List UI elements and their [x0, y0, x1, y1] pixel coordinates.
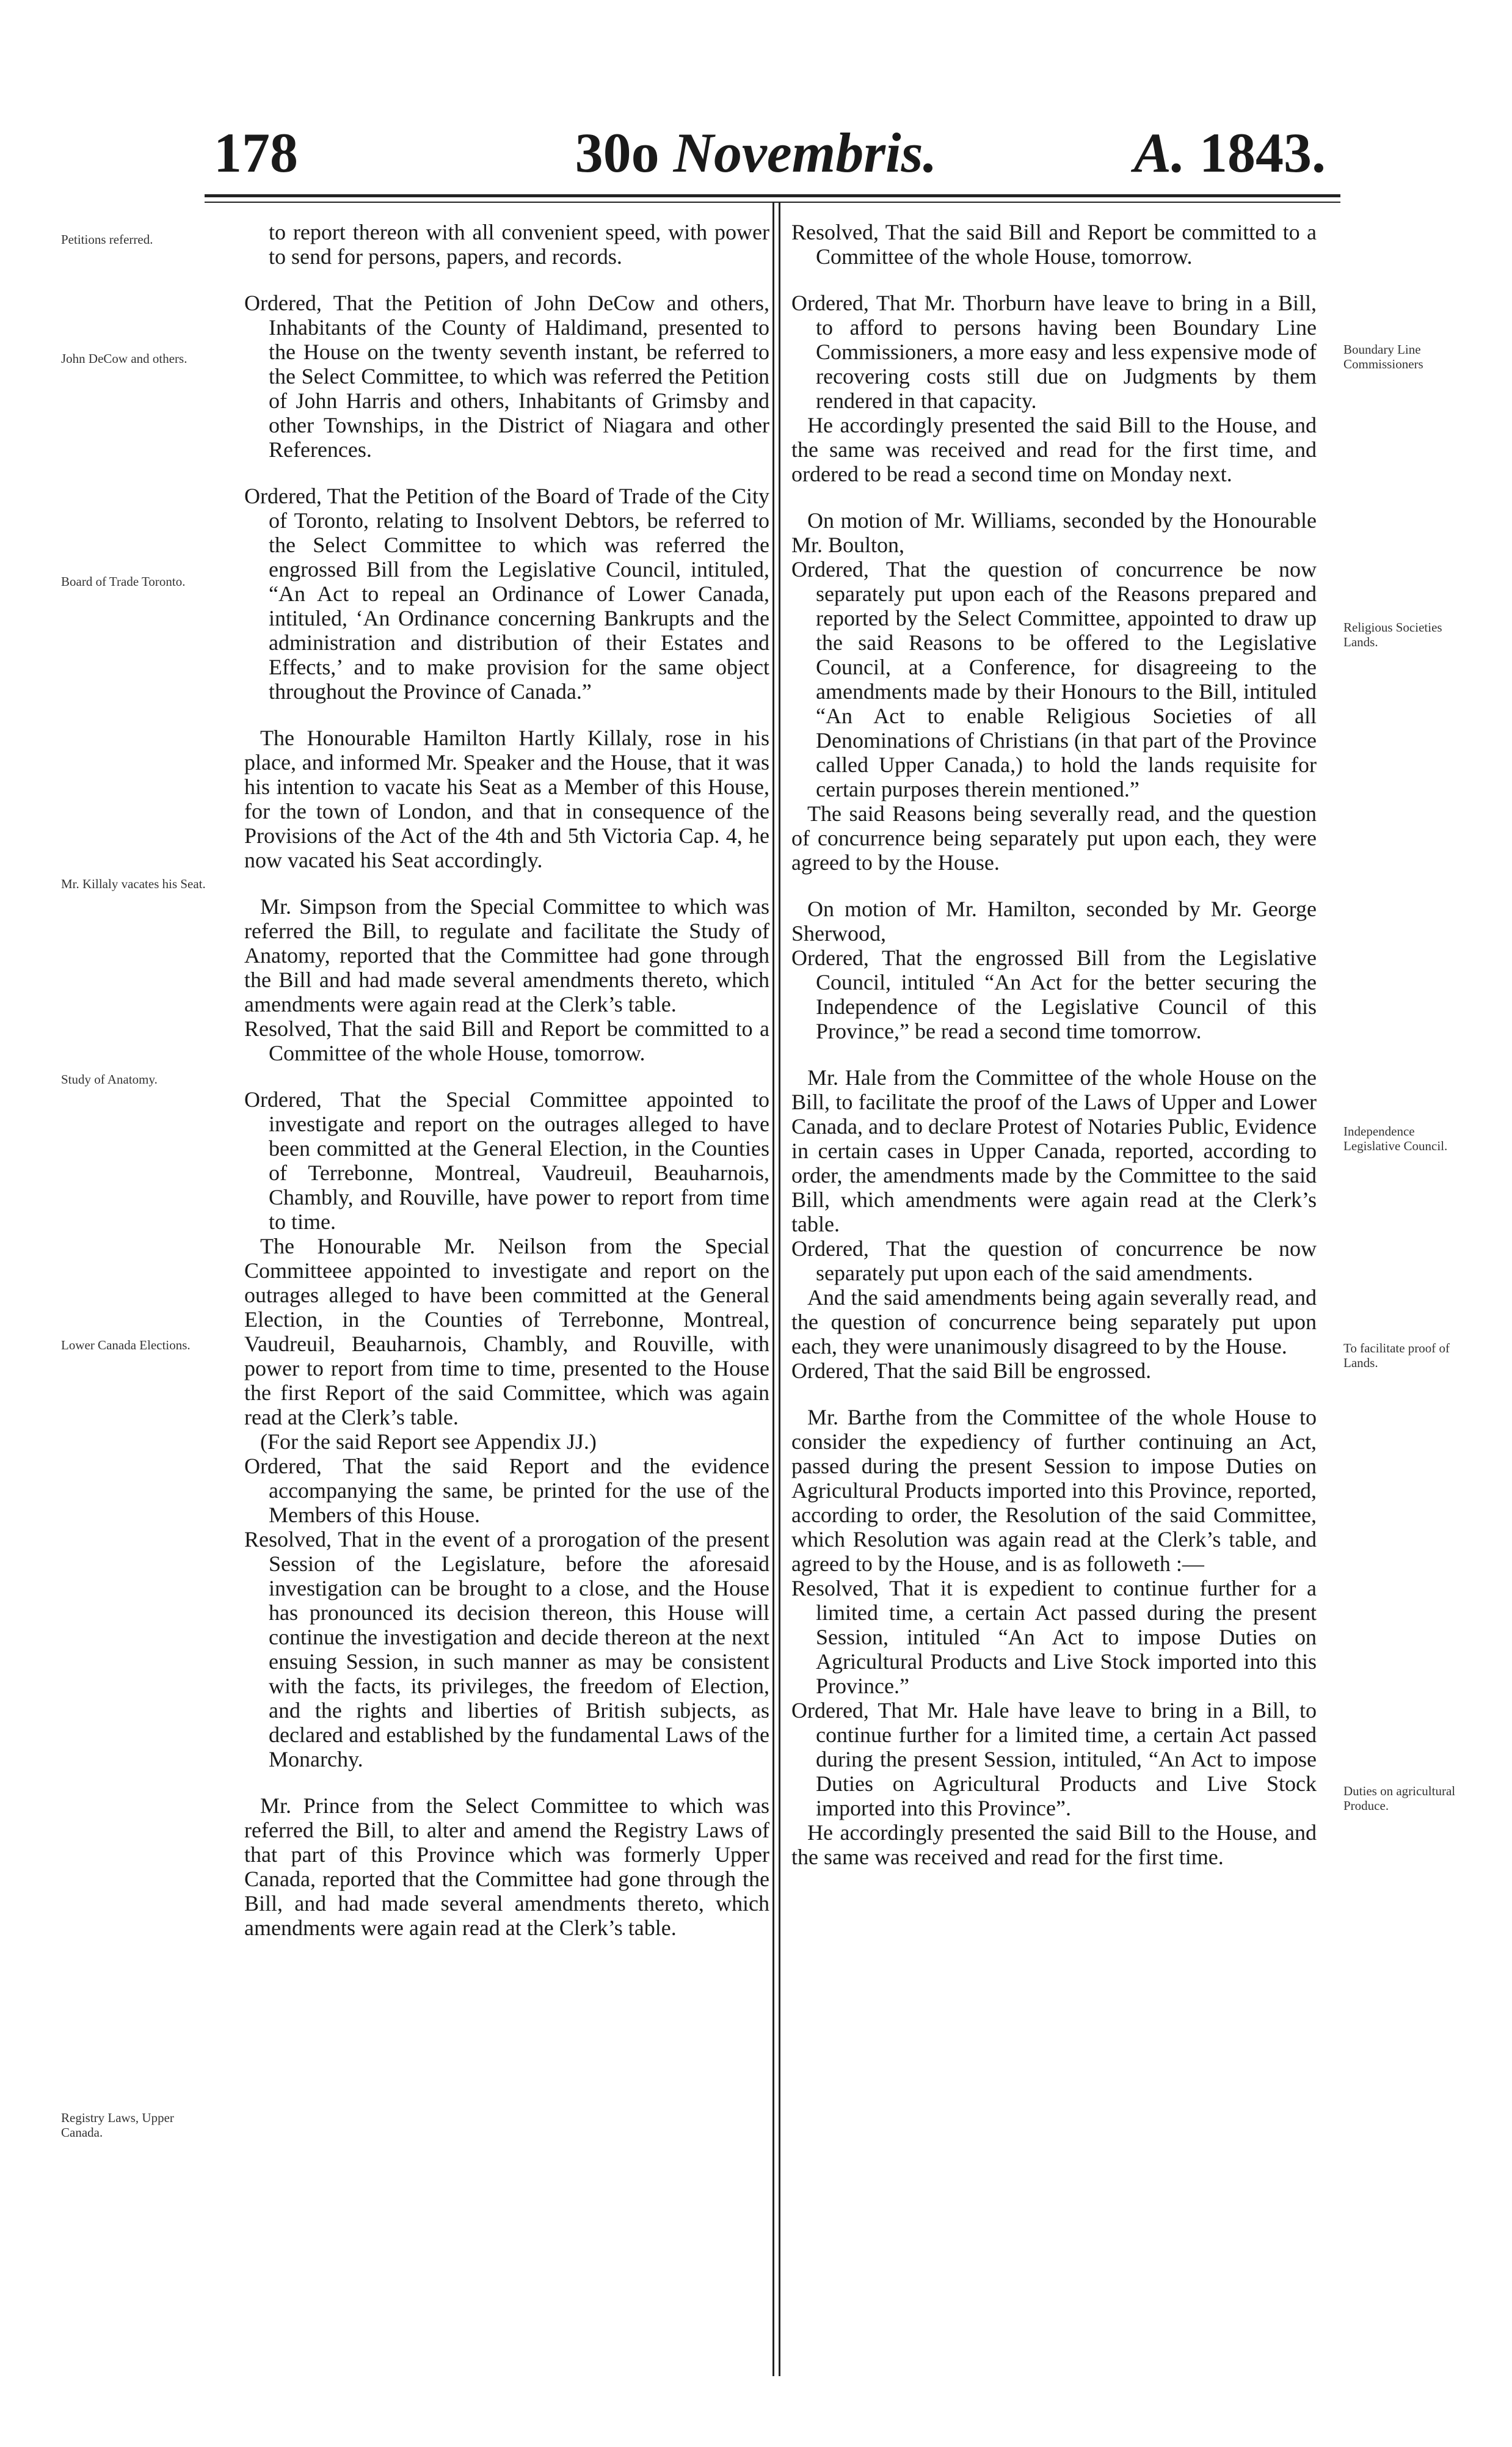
margin-note: John DeCow and others. [61, 351, 187, 366]
paragraph: The said Reasons being severally read, and the question of concurrence being separately put upon each, they were agreed to by the House. [791, 801, 1317, 875]
right-column [791, 220, 1317, 1891]
margin-note: Independence Legislative Council. [1343, 1124, 1448, 1153]
header-rule [205, 194, 1340, 197]
paragraph: Mr. Hale from the Committee of the whole House on the Bill, to facilitate the proof of the Laws of Upper and Lower Canada, and to declare Protest of Notaries Public, Evidence in certain cases in Upper Canada, reported, according to order, the amendments made by the Committee to the said Bill, which amendments were again read at the Clerk’s table. [791, 1065, 1317, 1236]
date-day: 30o [575, 122, 660, 184]
paragraph: Ordered, That the said Report and the evidence accompanying the same, be printed for the use of the Members of this House. [244, 1454, 769, 1527]
column-divider [772, 202, 774, 2376]
page-number: 178 [214, 122, 298, 184]
paragraph: And the said amendments being again severally read, and the question of concurrence being separately put upon each, they were unanimously disagreed to by the House. [791, 1285, 1317, 1358]
margin-note: Registry Laws, Upper Canada. [61, 2110, 174, 2140]
margin-note: Boundary Line Commissioners [1343, 342, 1423, 371]
paragraph: Mr. Prince from the Select Committee to which was referred the Bill, to alter and amend the Registry Laws of that part of this Province which was formerly Upper Canada, reported that the Committee had gone through the Bill, and had made several amendments thereto, which amendments were again read at the Clerk’s table. [244, 1793, 769, 1940]
paragraph: Resolved, That in the event of a prorogation of the present Session of the Legislature, before the aforesaid investigation can be brought to a close, and the House has pronounced its decision thereon, this House will continue the investigation and decide thereon at the next ensuing Session, in such manner as may be consistent with the facts, its privileges, the freedom of Election, and the rights and liberties of British subjects, as declared and established by the fundamental Laws of the Monarchy. [244, 1527, 769, 1771]
paragraph: Ordered, That the said Bill be engrossed. [791, 1358, 1152, 1383]
margin-note: Mr. Killaly vacates his Seat. [61, 877, 206, 891]
year-prefix: A. [1133, 122, 1185, 184]
margin-note: Religious Societies Lands. [1343, 620, 1442, 649]
margin-note: To facilitate proof of Lands. [1343, 1341, 1450, 1370]
paragraph: (For the said Report see Appendix JJ.) [260, 1429, 597, 1454]
paragraph: The Honourable Hamilton Hartly Killaly, rose in his place, and informed Mr. Speaker and the House, that it was his intention to vacate his Seat as a Member of this House, for the town of London, and that in consequence of the Provisions of the Act of the 4th and 5th Victoria Cap. 4, he now vacated his Seat accordingly. [244, 726, 769, 872]
paragraph: The Honourable Mr. Neilson from the Special Committeee appointed to investigate and report on the outrages alleged to have been committed at the General Election, in the Counties of Terrebonne, Montreal, Vaudreuil, Beauharnois, Chambly, and Rouville, with power to report from time to time, presented to the House the first Report of the said Committee, which was again read at the Clerk’s table. [244, 1234, 769, 1429]
margin-note: Study of Anatomy. [61, 1072, 158, 1087]
paragraph: Resolved, That the said Bill and Report be committed to a Committee of the whole House, tomorrow. [791, 220, 1317, 269]
paragraph: Ordered, That the question of concurrence be now separately put upon each of the Reasons prepared and reported by the Select Committee, appointed to draw up the said Reasons to be offered to the Legislative Council, at a Conference, for disagreeing to the amendments made by their Honours to the Bill, intituled “An Act to enable Religious Societies of all Denominations of Christians (in that part of the Province called Upper Canada,) to hold the lands requisite for certain purposes therein mentioned.” [791, 557, 1317, 801]
column-divider-second [779, 202, 780, 2376]
paragraph: Ordered, That the engrossed Bill from the Legislative Council, intituled “An Act for the better securing the Independence of the Legislative Council of this Province,” be read a second time tomorrow. [791, 946, 1317, 1043]
margin-note: Lower Canada Elections. [61, 1338, 191, 1352]
paragraph: Ordered, That Mr. Hale have leave to bring in a Bill, to continue further for a limited time, a certain Act passed during the present Session, intituled, “An Act to impose Duties on Agricultural Products and Live Stock imported into this Province”. [791, 1698, 1317, 1820]
paragraph: Ordered, That the Special Committee appointed to investigate and report on the outrages alleged to have been committed at the General Election, in the Counties of Terrebonne, Montreal, Vaudreuil, Beauharnois, Chambly, and Rouville, have power to report from time to time. [244, 1087, 769, 1234]
paragraph: to report thereon with all convenient speed, with power to send for persons, papers, and records. [269, 220, 769, 269]
paragraph: Mr. Barthe from the Committee of the whole House to consider the expediency of further continuing an Act, passed during the present Session to impose Duties on Agricultural Products imported into this Province, reported, according to order, the Resolution of the said Committee, which Resolution was again read at the Clerk’s table, and agreed to by the House, and is as followeth :— [791, 1405, 1317, 1576]
year-value: 1843. [1199, 122, 1326, 184]
paragraph: Resolved, That the said Bill and Report be committed to a Committee of the whole House, tomorrow. [244, 1016, 769, 1065]
paragraph: On motion of Mr. Williams, seconded by the Honourable Mr. Boulton, [791, 508, 1317, 557]
left-column [244, 220, 769, 1962]
page-year [1134, 116, 1326, 189]
paragraph: On motion of Mr. Hamilton, seconded by Mr. George Sherwood, [791, 897, 1317, 946]
paragraph: Ordered, That the Petition of the Board of Trade of the City of Toronto, relating to Insolvent Debtors, be referred to the Select Committee to which was referred the engrossed Bill from the Legislative Council, intituled, “An Act to repeal an Ordinance of Lower Canada, intituled, ‘An Ordinance concerning Bankrupts and the administration and distribution of their Estates and Effects,’ and to make provision for the same object throughout the Province of Canada.” [244, 484, 769, 704]
paragraph: Ordered, That the Petition of John DeCow and others, Inhabitants of the County of Haldimand, presented to the House on the twenty seventh instant, be referred to the Select Committee, to which was referred the Petition of John Harris and others, Inhabitants of Grimsby and other Townships, in the District of Niagara and other References. [244, 291, 769, 462]
paragraph: He accordingly presented the said Bill to the House, and the same was received and read for the first time, and ordered to be read a second time on Monday next. [791, 413, 1317, 486]
margin-note: Board of Trade Toronto. [61, 574, 186, 589]
paragraph: Resolved, That it is expedient to continue further for a limited time, a certain Act passed during the present Session, intituled “An Act to impose Duties on Agricultural Products and Live Stock imported into this Province.” [791, 1576, 1317, 1698]
date-month: Novembris. [673, 122, 937, 184]
paragraph: Ordered, That the question of concurrence be now separately put upon each of the said amendments. [791, 1236, 1317, 1285]
paragraph: Mr. Simpson from the Special Committee to which was referred the Bill, to regulate and facilitate the Study of Anatomy, reported that the Committee had gone through the Bill and had made several amendments thereto, which amendments were again read at the Clerk’s table. [244, 894, 769, 1016]
margin-note: Duties on agricultural Produce. [1343, 1784, 1456, 1813]
margin-note: Petitions referred. [61, 232, 153, 247]
paragraph: He accordingly presented the said Bill to the House, and the same was received and read for the first time. [791, 1820, 1317, 1869]
paragraph: Ordered, That Mr. Thorburn have leave to bring in a Bill, to afford to persons having been Boundary Line Commissioners, a more easy and less expensive mode of recovering costs still due on Judgments by them rendered in that capacity. [791, 291, 1317, 413]
